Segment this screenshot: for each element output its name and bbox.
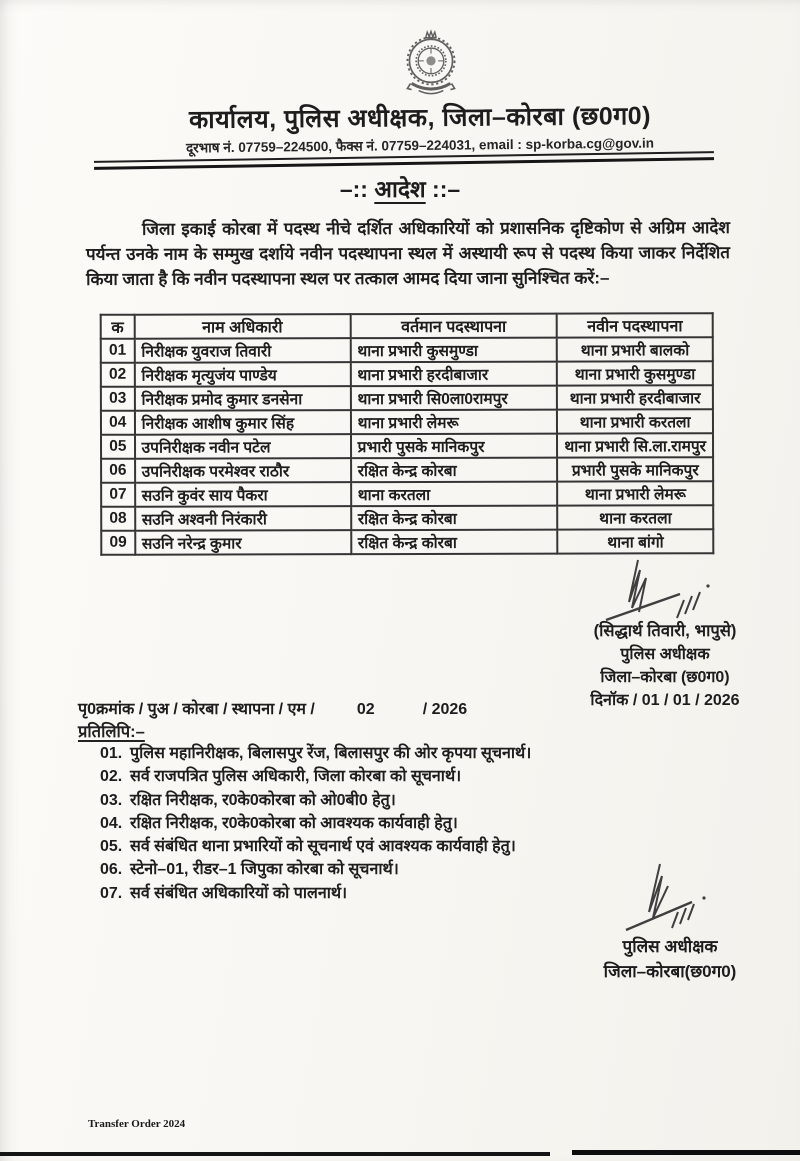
cell-current: रक्षित केन्द्र कोरबा [351, 506, 558, 531]
col-header-name: नाम अधिकारी [134, 314, 350, 339]
copy-item-number: 03. [100, 791, 123, 809]
table-row [101, 529, 713, 555]
copy-item-text: स्टेनो–01, रीडर–1 जिपुका कोरबा को सूचनार्थ। [130, 861, 399, 879]
signatory-designation: पुलिस अधीक्षक [620, 646, 710, 663]
cell-current: थाना प्रभारी सि0ला0रामपुर [350, 386, 557, 411]
copy-item-number: 04. [100, 814, 123, 832]
table-row [101, 481, 713, 507]
cell-newpost: थाना प्रभारी करतला [557, 409, 713, 433]
copy-item-text: सर्व संबंधित थाना प्रभारियों को सूचनार्थ एवं आवश्यक कार्यवाही हेतु। [130, 838, 516, 856]
office-contact-line: दूरभाष नं. 07759–224500, फैक्स नं. 07759–224031, email : sp-korba.cg@gov.in [185, 135, 655, 156]
copy-list-item [100, 765, 680, 788]
cell-name: उपनिरीक्षक परमेश्वर राठौर [135, 458, 351, 483]
col-header-newpost: नवीन पदस्थापना [557, 313, 713, 337]
cell-name: निरीक्षक युवराज तिवारी [134, 338, 350, 363]
cell-name: सउनि अश्वनी निरंकारी [135, 506, 351, 531]
cell-name: उपनिरीक्षक नवीन पटेल [135, 434, 351, 459]
reference-year: / 2026 [422, 701, 468, 718]
signatory-name: (सिद्धार्थ तिवारी, भापुसे) [593, 622, 737, 640]
copy-to-label: प्रतिलिपि:– [78, 723, 145, 741]
signature-scribble-icon [598, 556, 716, 628]
order-title-word: आदेश [374, 176, 426, 202]
cell-current: रक्षित केन्द्र कोरबा [351, 458, 558, 483]
cell-serial: 07 [101, 483, 135, 507]
copy-list-item [100, 742, 680, 765]
police-crest-icon [398, 26, 464, 108]
signatory-district: जिला–कोरबा (छ0ग0) [600, 669, 730, 686]
copy-item-text: सर्व राजपत्रित पुलिस अधिकारी, जिला कोरबा को सूचनार्थ। [130, 768, 462, 786]
table-header-row [101, 313, 713, 339]
signature-scribble-icon [616, 860, 720, 936]
cell-newpost: थाना प्रभारी हरदीबाजार [557, 385, 713, 409]
cell-current: थाना प्रभारी कुसमुण्डा [350, 338, 557, 363]
cell-name: निरीक्षक प्रमोद कुमार डनसेना [134, 386, 350, 411]
cell-current: थाना प्रभारी हरदीबाजार [350, 362, 557, 387]
copy-item-number: 06. [100, 861, 123, 879]
reference-number: 02 [356, 701, 375, 718]
order-title-prefix: –:: [339, 176, 375, 202]
order-date: दिनॉक / 01 / 01 / 2026 [590, 692, 740, 709]
copy-list-item [100, 858, 680, 881]
cell-current: रक्षित केन्द्र कोरबा [351, 530, 558, 555]
order-title [100, 172, 700, 204]
footer-note: Transfer Order 2024 [88, 1118, 186, 1130]
copy-distribution-list [100, 742, 680, 905]
copy-item-number: 02. [100, 768, 123, 786]
cell-newpost: थाना करतला [558, 505, 714, 529]
cell-name: सउनि कुवंर साय पैकरा [135, 482, 351, 507]
cell-name: सउनि नरेन्द्र कुमार [135, 530, 351, 555]
table-row [101, 337, 713, 363]
order-body-paragraph: जिला इकाई कोरबा में पदस्थ नीचे दर्शित अधिकारियों को प्रशासनिक दृष्टिकोण से अग्रिम आदेश पर्यन्त उनके नाम के सम्मुख दर्शाये नवीन पदस्थापना स्थल में अस्थायी रूप से पदस्थ किया जाकर निर्देशित किया जाता है कि नवीन पदस्थापना स्थल पर तत्काल आमद दिया जाना सुनिश्चित करें:– [85, 218, 731, 289]
cell-serial: 05 [101, 435, 135, 459]
cell-newpost: थाना बांगो [558, 529, 714, 553]
copy-item-number: 01. [100, 745, 123, 762]
cell-newpost: थाना प्रभारी लेमरू [557, 481, 713, 505]
copy-item-text: रक्षित निरीक्षक, र0के0कोरबा को आवश्यक कार्यवाही हेतु। [130, 814, 458, 832]
office-title: कार्यालय, पुलिस अधीक्षक, जिला–कोरबा (छ0ग0) [188, 101, 652, 135]
signatory-designation: पुलिस अधीक्षक [622, 937, 718, 956]
table-row [101, 433, 713, 459]
cell-serial: 02 [101, 363, 135, 387]
scan-edge-artifact [572, 1150, 800, 1155]
cell-current: प्रभारी पुसके मानिकपुर [351, 434, 558, 459]
scan-edge-artifact [0, 1152, 550, 1156]
table-row [101, 385, 713, 411]
col-header-current: वर्तमान पदस्थापना [350, 314, 557, 339]
cell-newpost: थाना प्रभारी बालको [557, 337, 713, 361]
cell-serial: 08 [101, 507, 135, 531]
cell-serial: 01 [101, 339, 135, 363]
signatory-district: जिला–कोरबा(छ0ग0) [603, 962, 737, 981]
signatory-block-secondary [572, 934, 768, 984]
cell-current: थाना करतला [351, 482, 558, 507]
cell-serial: 04 [101, 411, 135, 435]
copy-item-number: 07. [100, 884, 123, 902]
transfer-table [100, 312, 715, 556]
cell-serial: 06 [101, 459, 135, 483]
cell-current: थाना प्रभारी लेमरू [351, 410, 558, 435]
copy-list-item [100, 789, 680, 812]
signatory-block-primary [556, 620, 774, 712]
cell-serial: 03 [101, 387, 135, 411]
copy-item-text: सर्व संबंधित अधिकारियों को पालनार्थ। [130, 884, 348, 902]
copy-item-number: 05. [100, 838, 123, 856]
copy-item-text: रक्षित निरीक्षक, र0के0कोरबा को ओ0बी0 हेतु। [130, 791, 396, 809]
copy-list-item [100, 812, 680, 835]
copy-list-item [100, 882, 680, 905]
cell-newpost: प्रभारी पुसके मानिकपुर [557, 457, 713, 481]
col-header-serial: क [101, 315, 135, 339]
table-row [101, 361, 713, 387]
cell-newpost: थाना प्रभारी कुसमुण्डा [557, 361, 713, 385]
copy-item-text: पुलिस महानिरीक्षक, बिलासपुर रेंज, बिलासपुर की ओर कृपया सूचनार्थ। [130, 745, 532, 762]
cell-name: निरीक्षक आशीष कुमार सिंह [135, 410, 351, 435]
copy-list-item [100, 835, 680, 858]
endorsement-reference-line [78, 697, 467, 719]
cell-name: निरीक्षक मृत्युजंय पाण्डेय [134, 362, 350, 387]
table-row [101, 409, 713, 435]
cell-newpost: थाना प्रभारी सि.ला.रामपुर [557, 433, 713, 457]
table-row [101, 457, 713, 483]
reference-prefix: पृ0क्रमांक / पुअ / कोरबा / स्थापना / एम / [78, 701, 315, 718]
table-row [101, 505, 713, 531]
order-title-suffix: ::– [425, 176, 461, 202]
cell-serial: 09 [101, 531, 135, 555]
